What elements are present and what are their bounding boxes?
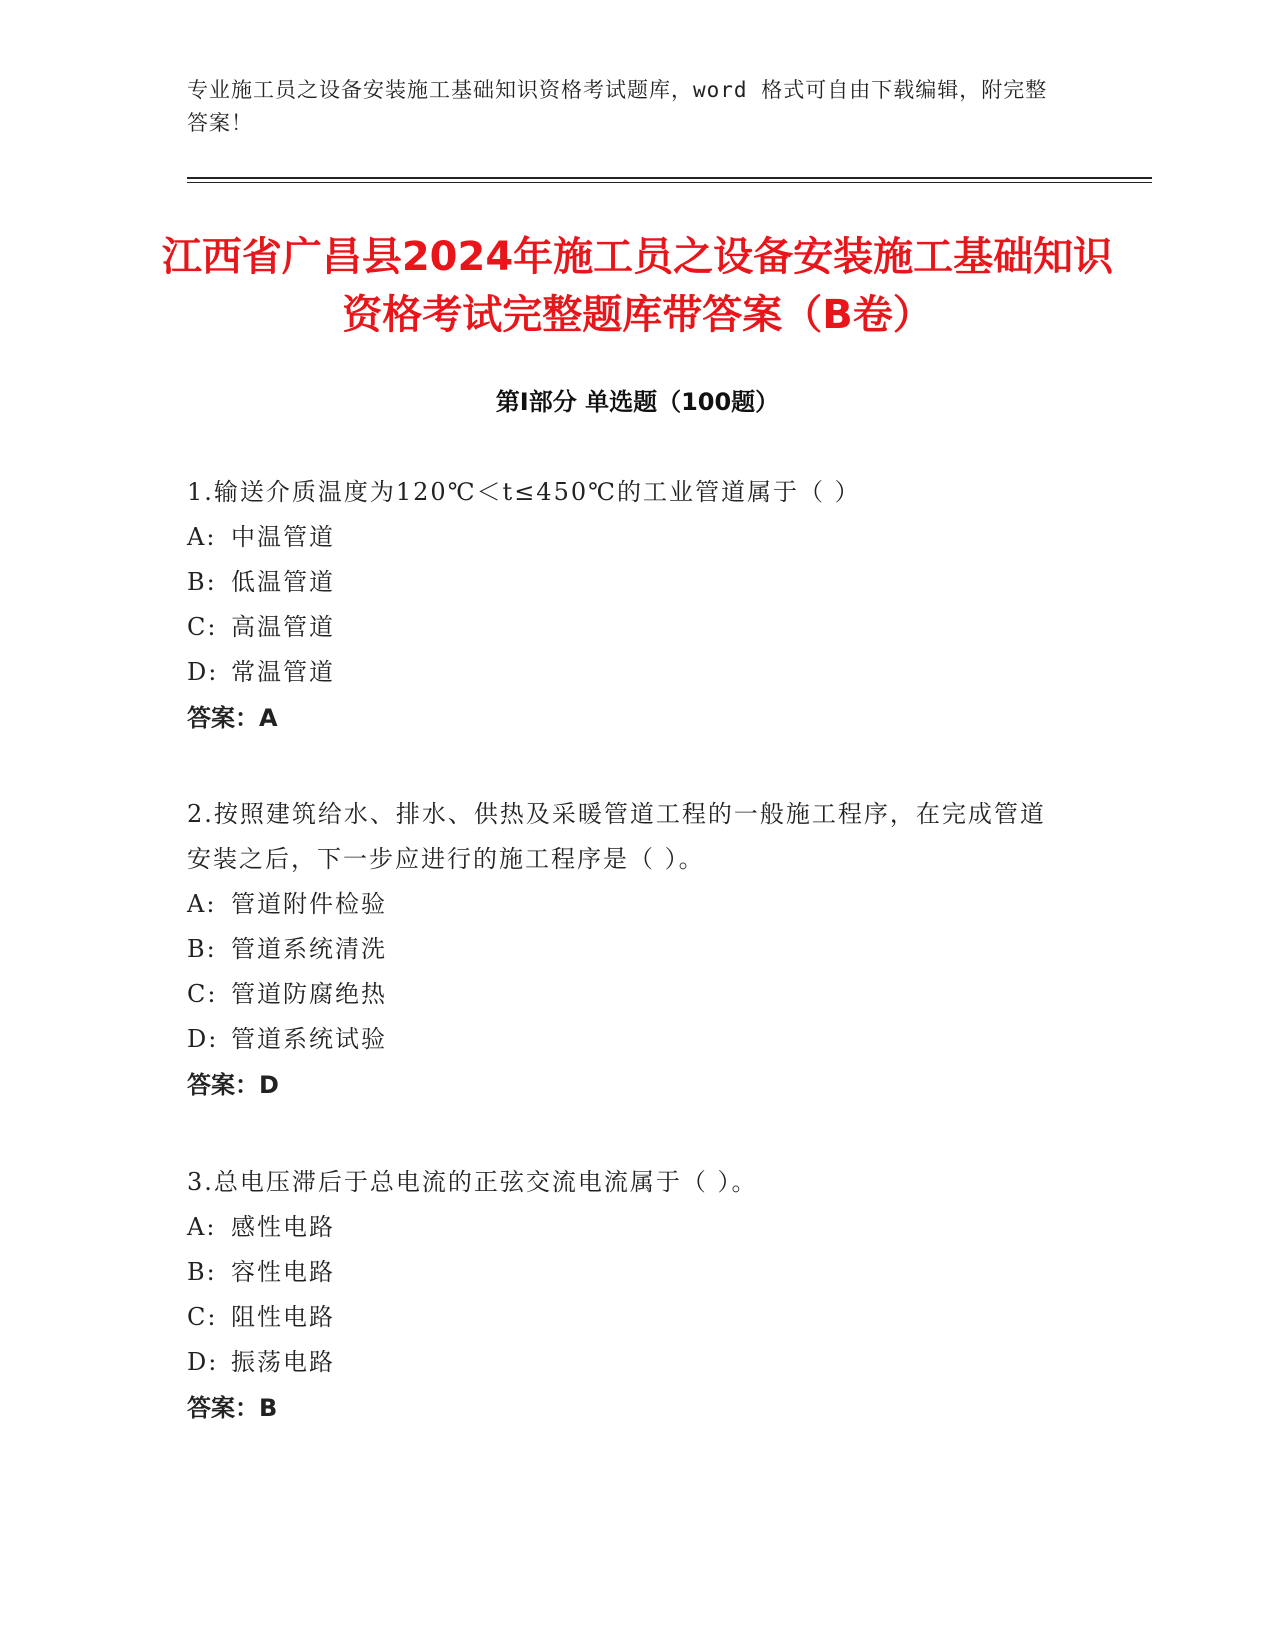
option-text: 中温管道	[231, 523, 335, 551]
question-stem: 1.输送介质温度为120℃＜t≤450℃的工业管道属于（ ）	[187, 478, 861, 506]
option-text: 容性电路	[231, 1258, 335, 1286]
header-rule-thin	[187, 182, 1152, 183]
option-letter: D:	[187, 1348, 219, 1376]
document-title: 江西省广昌县2024年施工员之设备安装施工基础知识资格考试完整题库带答案（B卷）	[161, 234, 1114, 338]
option-letter: D:	[187, 658, 219, 686]
option-a	[187, 1205, 1067, 1250]
option-b	[187, 927, 1067, 972]
option-letter: C:	[187, 1303, 218, 1331]
option-text: 管道系统清洗	[231, 935, 387, 963]
option-letter: B:	[187, 568, 217, 596]
option-text: 感性电路	[231, 1213, 335, 1241]
header-note: 专业施工员之设备安装施工基础知识资格考试题库，word 格式可自由下载编辑，附完整答案！	[187, 78, 1048, 135]
option-d	[187, 1017, 1067, 1062]
option-text: 高温管道	[231, 613, 335, 641]
option-letter: C:	[187, 613, 218, 641]
option-text: 管道附件检验	[231, 890, 387, 918]
option-a	[187, 515, 1067, 560]
question-1	[187, 470, 1067, 741]
option-letter: B:	[187, 1258, 217, 1286]
header-rule-thick	[187, 177, 1152, 179]
option-letter: A:	[187, 523, 217, 551]
option-text: 低温管道	[231, 568, 335, 596]
option-letter: D:	[187, 1025, 219, 1053]
option-text: 管道防腐绝热	[231, 980, 387, 1008]
option-text: 阻性电路	[231, 1303, 335, 1331]
option-a	[187, 882, 1067, 927]
option-b	[187, 1250, 1067, 1295]
option-d	[187, 650, 1067, 695]
question-stem: 3.总电压滞后于总电流的正弦交流电流属于（ ）。	[187, 1168, 758, 1196]
option-d	[187, 1340, 1067, 1385]
question-stem: 2.按照建筑给水、排水、供热及采暖管道工程的一般施工程序，在完成管道安装之后，下一步应进行的施工程序是（ ）。	[187, 800, 1046, 873]
option-text: 振荡电路	[231, 1348, 335, 1376]
option-b	[187, 560, 1067, 605]
option-c	[187, 605, 1067, 650]
option-c	[187, 1295, 1067, 1340]
option-text: 常温管道	[231, 658, 335, 686]
option-c	[187, 972, 1067, 1017]
section-heading: 第Ⅰ部分 单选题（100题）	[495, 388, 780, 416]
option-text: 管道系统试验	[231, 1025, 387, 1053]
answer: 答案：D	[187, 1071, 279, 1099]
answer: 答案：B	[187, 1394, 278, 1422]
option-letter: B:	[187, 935, 217, 963]
option-letter: A:	[187, 890, 217, 918]
question-2	[187, 792, 1067, 1108]
question-3	[187, 1160, 1067, 1431]
option-letter: C:	[187, 980, 218, 1008]
option-letter: A:	[187, 1213, 217, 1241]
answer: 答案：A	[187, 704, 278, 732]
